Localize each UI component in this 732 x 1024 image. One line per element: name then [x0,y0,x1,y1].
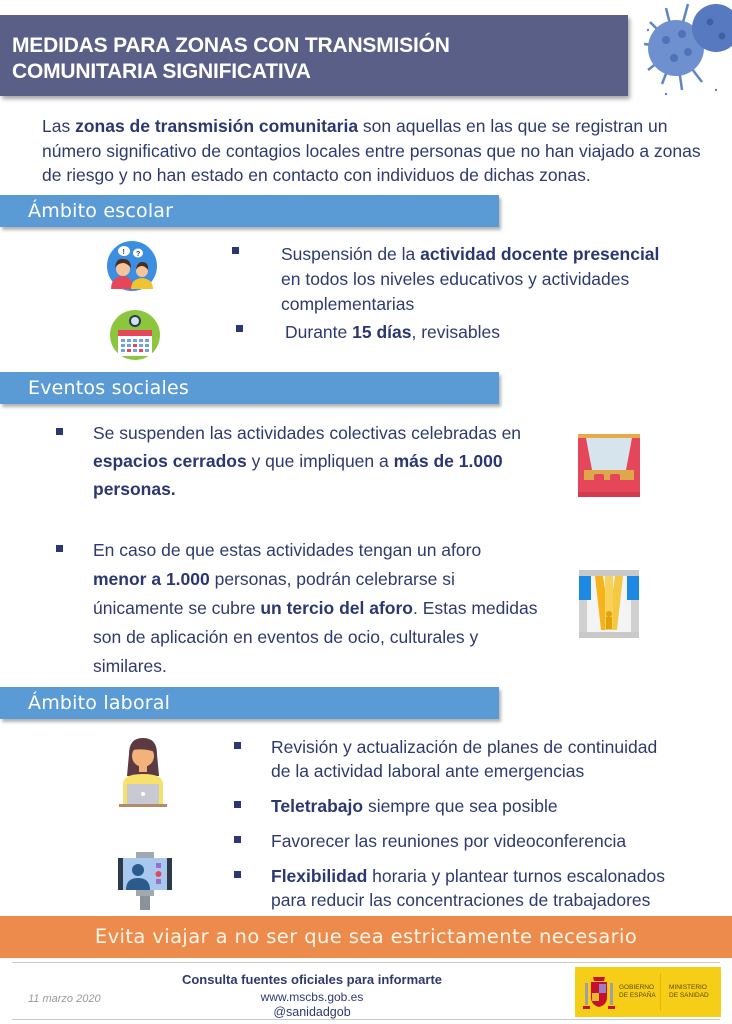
section-header-escolar: Ámbito escolar [0,195,499,227]
item-text: Se suspenden las actividades colectivas celebradas en [93,423,522,443]
footer-divider-bottom [12,1019,720,1020]
page-title-line-2: COMUNITARIA SIGNIFICATIVA [12,60,311,83]
item-text: En caso de que estas actividades tengan un aforo [93,540,482,560]
remote-worker-icon [117,736,169,808]
item-text: en todos los niveles educativos y actividades [281,269,630,289]
theater-stage-icon [578,434,640,497]
item-bold: personas. [93,479,176,499]
logo-separator [660,973,661,1011]
publication-date: 11 marzo 2020 [28,993,101,1005]
laboral-item-2 [271,794,558,818]
bullet [234,742,241,749]
item-bold: Teletrabajo [271,796,364,816]
item-text: únicamente se cubre [93,598,261,618]
laboral-item-4 [271,864,665,912]
item-text: personas, podrán celebrarse si [209,569,455,589]
section-header-eventos: Eventos sociales [0,372,499,404]
footer-divider-top [12,962,720,963]
logo-ministerio-text [669,984,709,1000]
bullet [236,325,243,332]
eventos-item-2 [93,536,537,681]
item-text: y que impliquen a [246,451,394,471]
bullet [56,428,63,435]
item-bold: menor a 1.000 [93,569,210,589]
calendar-clock-icon [110,310,160,360]
video-call-phone-icon [116,852,174,910]
bullet [56,545,63,552]
coat-of-arms-icon [583,973,615,1011]
laboral-item-3 [271,829,626,853]
eventos-item-1 [93,419,521,503]
intro-bold: zonas de transmisión comunitaria [75,116,359,136]
footer-title: Consulta fuentes oficiales para informarte [181,972,443,987]
item-bold: más de 1.000 [393,451,503,471]
item-bold: un tercio del aforo [260,598,413,618]
section-header-laboral: Ámbito laboral [0,687,499,719]
travel-warning-banner: Evita viajar a no ser que sea estrictamente necesario [0,916,732,958]
intro-paragraph [42,114,702,188]
item-text: . Estas medidas [412,598,538,618]
item-text: para reducir las concentraciones de trabajadores [271,890,651,910]
logo-gobierno-text [619,984,656,1000]
page-title-line-1: MEDIDAS PARA ZONAS CON TRANSMISIÓN [12,34,450,57]
intro-text: Las [42,116,76,136]
item-text: Durante [285,322,353,342]
page-title-bar [0,15,628,96]
students-icon [107,241,157,291]
item-text: siempre que sea posible [363,796,558,816]
item-text: Favorecer las reuniones por videoconferencia [271,831,627,851]
logo-line: DE ESPAÑA [619,992,656,999]
item-text: Revisión y actualización de planes de continuidad [271,737,658,757]
item-text: horaria y plantear turnos escalonados [367,866,665,886]
item-bold: 15 días [352,322,412,342]
item-text: similares. [93,656,167,676]
stage-spotlight-icon [579,570,639,638]
intro-text-rest: son aquellas en las que se registran un número significativo de contagios locales entre personas que no han viajado a zonas de riesgo y no han estado en contacto con individuos de dichas zonas. [42,116,701,185]
svg-text:!: ! [122,249,125,256]
item-text: , revisables [411,322,500,342]
footer-twitter-handle[interactable]: @sanidadgob [273,1005,351,1019]
item-text: de la actividad laboral ante emergencias [271,761,585,781]
item-text: son de aplicación en eventos de ocio, culturales y [93,627,479,647]
logo-line: MINISTERIO [669,984,707,991]
escolar-item-1 [281,242,659,317]
item-bold: espacios cerrados [93,451,247,471]
logo-line: GOBIERNO [619,984,655,991]
item-bold: Flexibilidad [271,866,368,886]
government-logo [575,967,721,1017]
item-text: Suspensión de la [281,244,421,264]
escolar-item-2 [285,320,500,345]
svg-text:?: ? [136,251,141,258]
bullet [234,871,241,878]
bullet [232,247,239,254]
virus-icon [636,0,732,98]
laboral-item-1 [271,735,657,783]
logo-line: DE SANIDAD [669,992,709,999]
item-text: complementarias [281,294,415,314]
item-bold: actividad docente presencial [420,244,660,264]
bullet [234,836,241,843]
bullet [234,801,241,808]
footer-url-link[interactable]: www.mscbs.gob.es [260,990,364,1004]
